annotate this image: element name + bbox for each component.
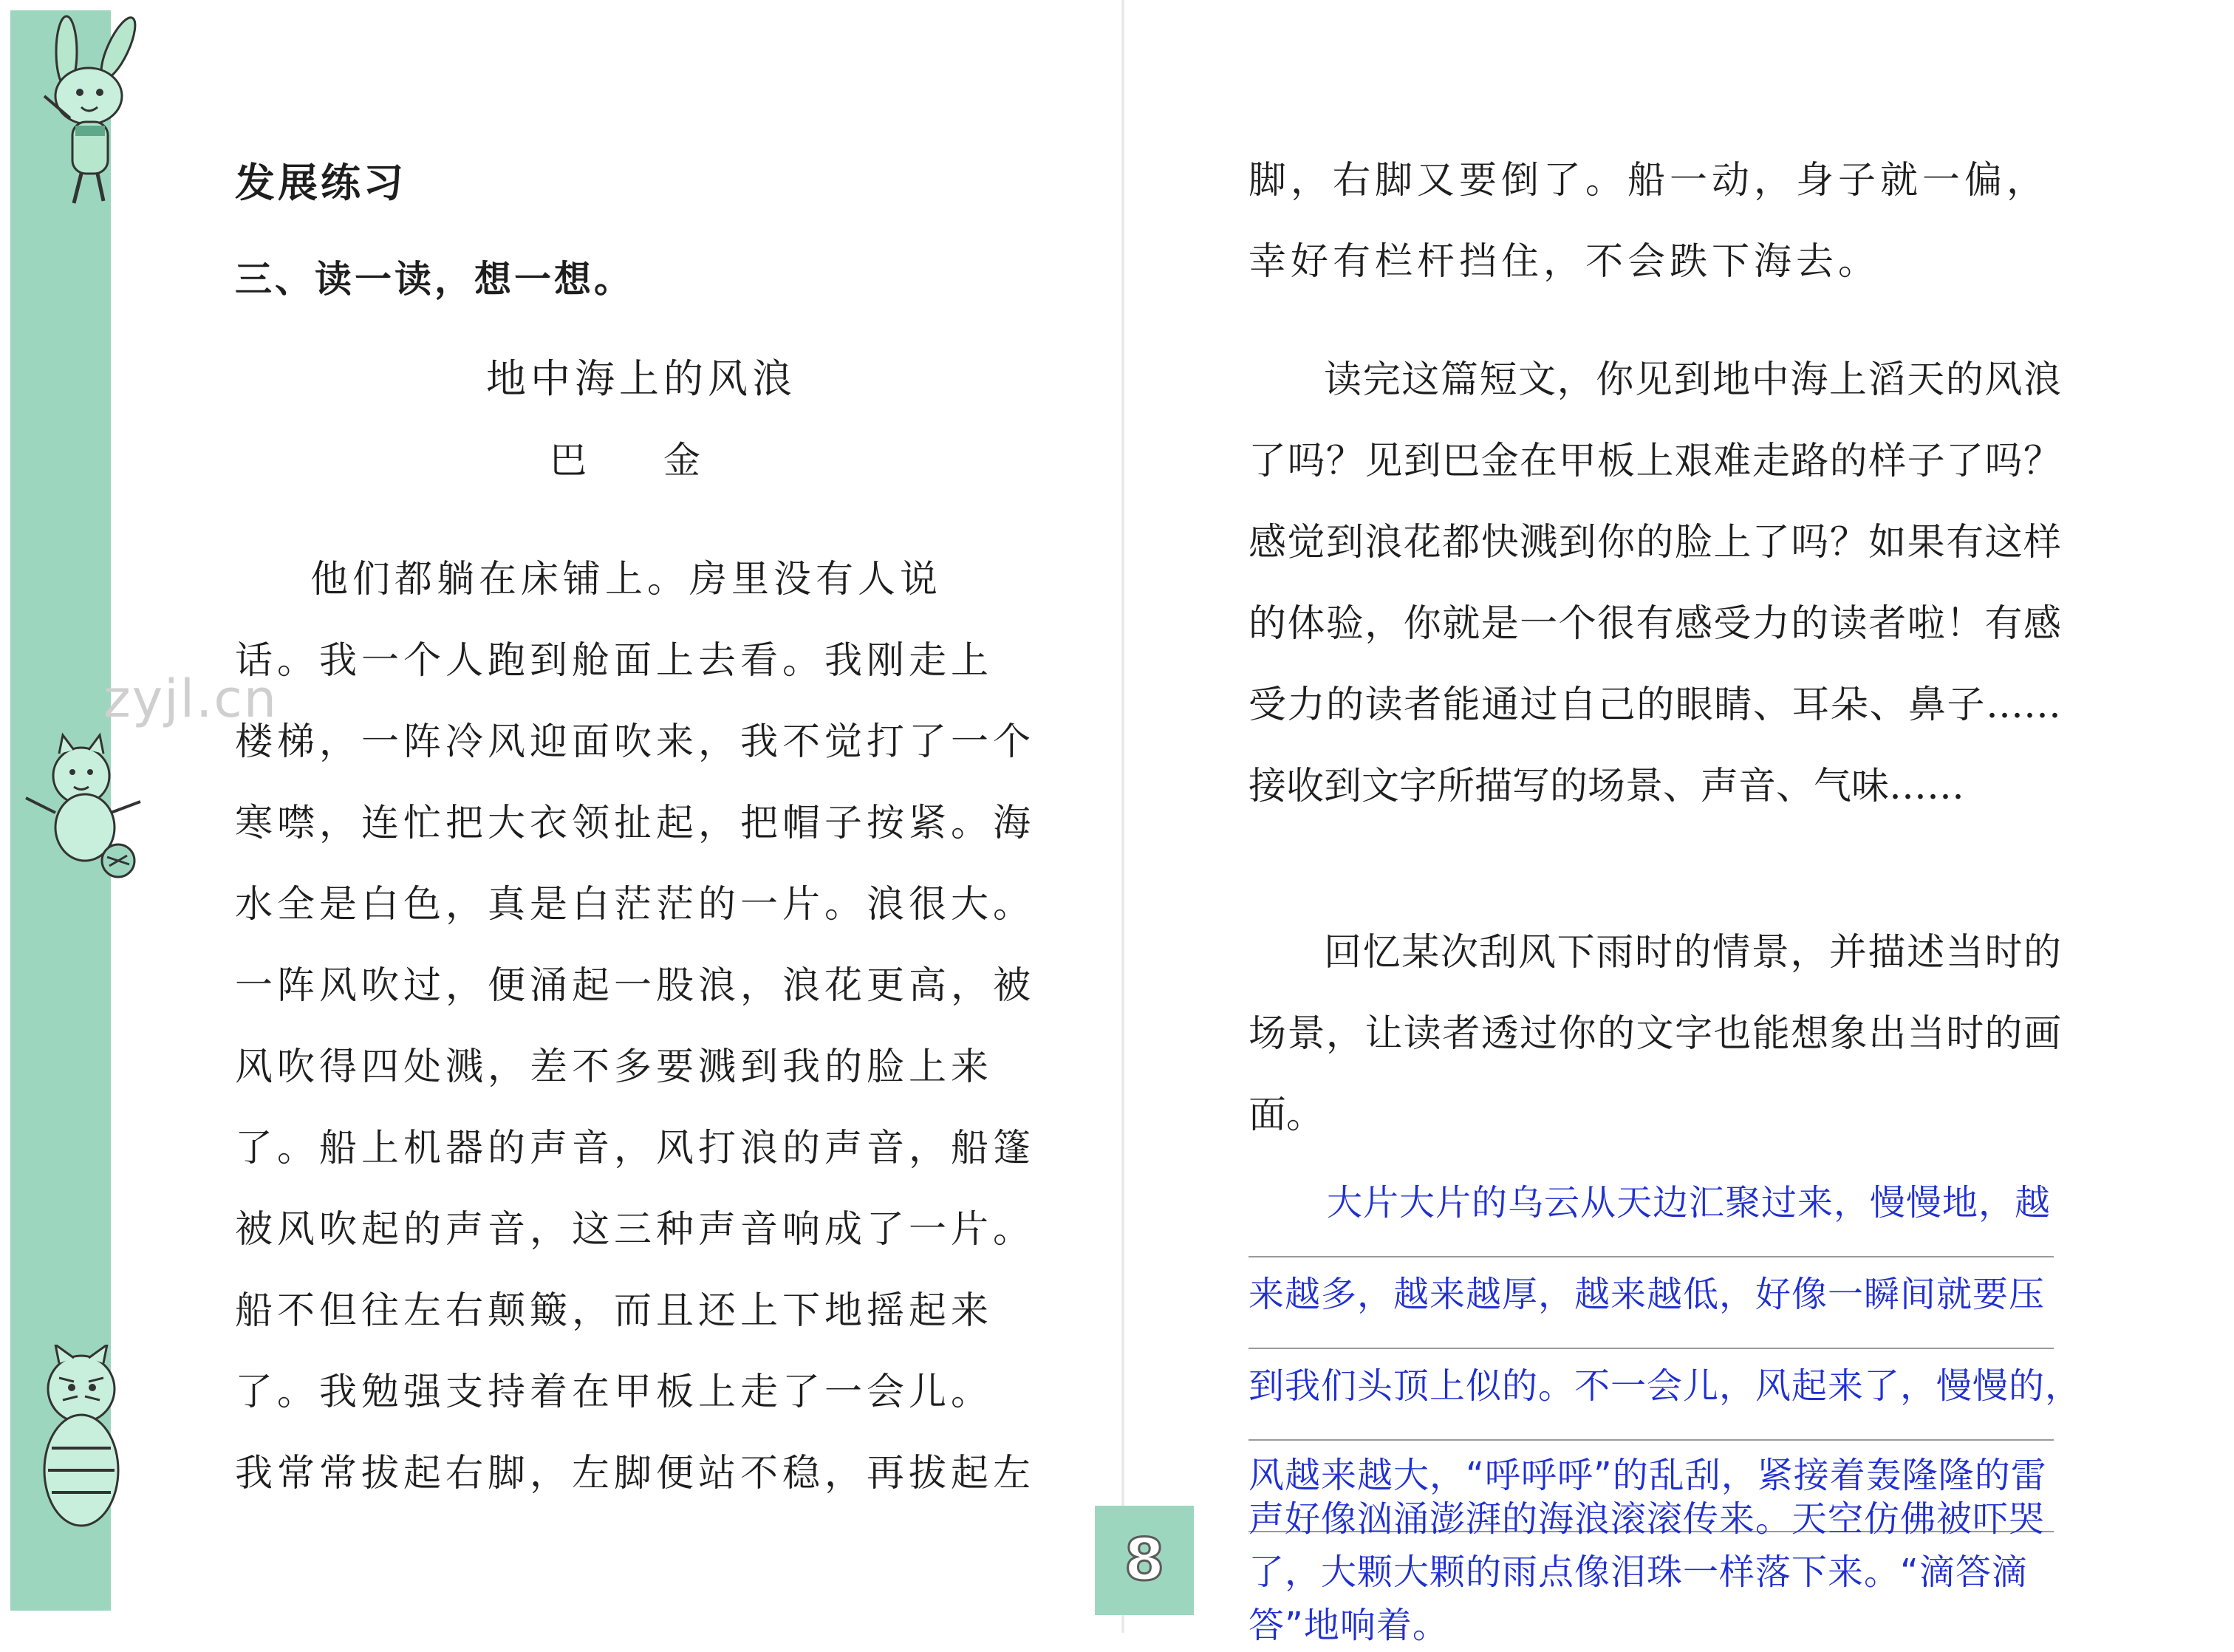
article-body	[235, 539, 1048, 1515]
article-continuation	[1248, 140, 2061, 303]
article-line: 话。我一个人跑到舱面上去看。我刚走上	[235, 639, 994, 683]
rabbit-mascot-icon	[15, 7, 148, 214]
article-line: 他们都躺在床铺上。房里没有人说	[310, 558, 943, 601]
article-line: 了。船上机器的声音，风打浪的声音，船篷	[235, 1127, 1036, 1170]
article-line: 被风吹起的声音，这三种声音响成了一片。	[235, 1208, 1036, 1252]
article-line: 了。我勉强支持着在甲板上走了一会儿。	[235, 1371, 994, 1414]
handwritten-answer	[1248, 1164, 2091, 1652]
answer-line: 来越多，越来越厚，越来越低，好像一瞬间就要压	[1248, 1274, 2046, 1315]
answer-line: 了，大颗大颗的雨点像泪珠一样落下来。“滴答滴	[1248, 1552, 2028, 1593]
article-line: 我常常拔起右脚，左脚便站不稳，再拔起左	[235, 1452, 1036, 1495]
answer-line: 到我们头顶上似的。不一会儿，风起来了，慢慢的，	[1248, 1365, 2082, 1407]
article-line: 风吹得四处溅，差不多要溅到我的脸上来	[235, 1045, 994, 1089]
article-line: 船不但往左右颠簸，而且还上下地摇起来	[235, 1289, 994, 1333]
article-line: 一阵风吹过，便涌起一股浪，浪花更高，被	[235, 964, 1036, 1008]
question-heading: 三、读一读，想一想。	[235, 258, 634, 301]
page-number: 8	[1124, 1527, 1165, 1594]
page-gutter	[1121, 0, 1124, 1633]
article-line: 脚，右脚又要倒了。船一动，身子就一偏，	[1248, 159, 2049, 202]
tiger-mascot-icon	[18, 1345, 144, 1544]
page-number-box	[1095, 1506, 1194, 1615]
article-line: 楼梯，一阵冷风迎面吹来，我不觉打了一个	[235, 720, 1036, 764]
reading-comment: 读完这篇短文，你见到地中海上滔天的风浪了吗？见到巴金在甲板上艰难走路的样子了吗？感觉到浪花都快溅到你的脸上了吗？如果有这样的体验，你就是一个很有感受力的读者啦！有感受力的读者能通过自己的眼睛、耳朵、鼻子……接收到文字所描写的场景、声音、气味……	[1248, 358, 2061, 808]
answer-line: 声好像汹涌澎湃的海浪滚滚传来。天空仿佛被吓哭	[1248, 1498, 2046, 1540]
article-title: 地中海上的风浪	[486, 355, 796, 402]
section-title: 发展练习	[235, 160, 406, 206]
answer-line: 风越来越大，“呼呼呼”的乱刮，紧接着轰隆隆的雷	[1248, 1455, 2047, 1496]
writing-task: 回忆某次刮风下雨时的情景，并描述当时的场景，让读者透过你的文字也能想象出当时的画面。	[1248, 931, 2061, 1137]
left-page	[0, 0, 1123, 1633]
article-line: 幸好有栏杆挡住，不会跌下海去。	[1248, 240, 1881, 284]
article-author: 巴 金	[550, 439, 733, 482]
article-line: 寒噤，连忙把大衣领扯起，把帽子按紧。海	[235, 802, 1036, 845]
answer-line: 大片大片的乌云从天边汇聚过来，慢慢地，越	[1327, 1182, 2052, 1223]
watermark: zyjl.cn	[103, 669, 279, 729]
article-line: 水全是白色，真是白茫茫的一片。浪很大。	[235, 883, 1036, 926]
answer-line: 答”地响着。	[1248, 1605, 1449, 1646]
cat-mascot-icon	[15, 731, 148, 887]
